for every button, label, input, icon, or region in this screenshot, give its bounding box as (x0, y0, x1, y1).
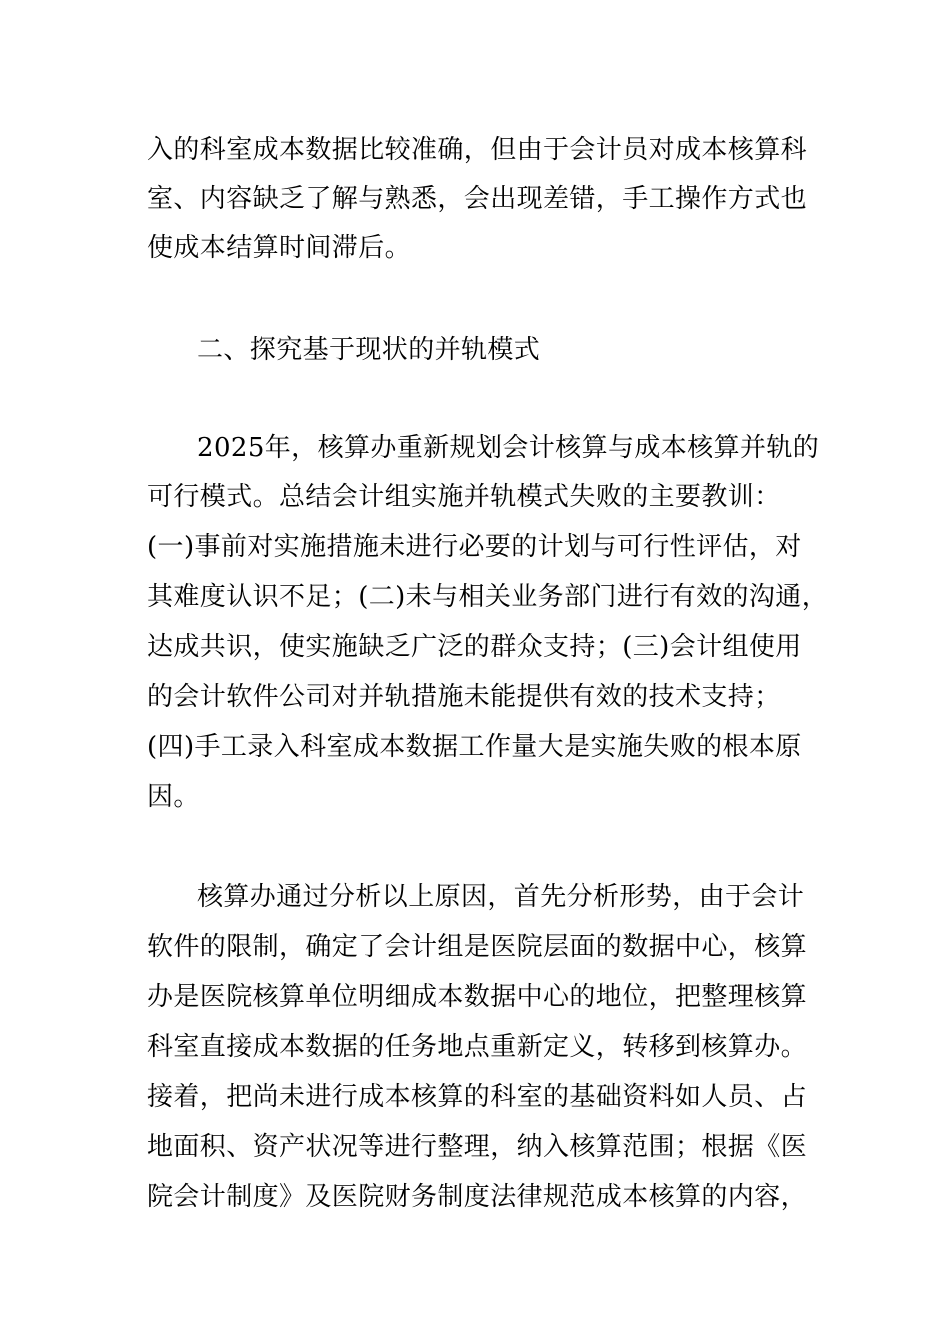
paragraph-2-line-3: (一)事前对实施措施未进行必要的计划与可行性评估，对 (147, 532, 802, 562)
paragraph-2-line-7: (四)手工录入科室成本数据工作量大是实施失败的根本原 (147, 732, 802, 762)
paragraph-1-line-2: 室、内容缺乏了解与熟悉，会出现差错，手工操作方式也 (147, 184, 808, 214)
paragraph-3-line-5: 接着，把尚未进行成本核算的科室的基础资料如人员、占 (147, 1082, 808, 1112)
paragraph-2-line-6: 的会计软件公司对并轨措施未能提供有效的技术支持； (147, 682, 781, 712)
paragraph-3-line-3: 办是医院核算单位明细成本数据中心的地位，把整理核算 (147, 982, 808, 1012)
paragraph-2-line-2: 可行模式。总结会计组实施并轨模式失败的主要教训： (147, 482, 781, 512)
paragraph-2-line-1: 2025年，核算办重新规划会计核算与成本核算并轨的 (197, 433, 820, 463)
paragraph-3-line-7: 院会计制度》及医院财务制度法律规范成本核算的内容， (147, 1182, 808, 1212)
paragraph-1-line-1: 入的科室成本数据比较准确，但由于会计员对成本核算科 (147, 135, 808, 165)
paragraph-2-line-8: 因。 (147, 782, 200, 812)
paragraph-2-line-5: 达成共识，使实施缺乏广泛的群众支持；(三)会计组使用 (147, 632, 802, 662)
paragraph-3-line-1: 核算办通过分析以上原因，首先分析形势，由于会计 (197, 882, 805, 912)
paragraph-3-line-4: 科室直接成本数据的任务地点重新定义，转移到核算办。 (147, 1032, 808, 1062)
paragraph-2-line-4: 其难度认识不足；(二)未与相关业务部门进行有效的沟通， (147, 582, 829, 612)
paragraph-3-line-2: 软件的限制，确定了会计组是医院层面的数据中心，核算 (147, 932, 808, 962)
paragraph-3-line-6: 地面积、资产状况等进行整理，纳入核算范围；根据《医 (147, 1132, 808, 1162)
section-heading: 二、探究基于现状的并轨模式 (197, 335, 541, 365)
paragraph-1-line-3: 使成本结算时间滞后。 (147, 233, 412, 263)
